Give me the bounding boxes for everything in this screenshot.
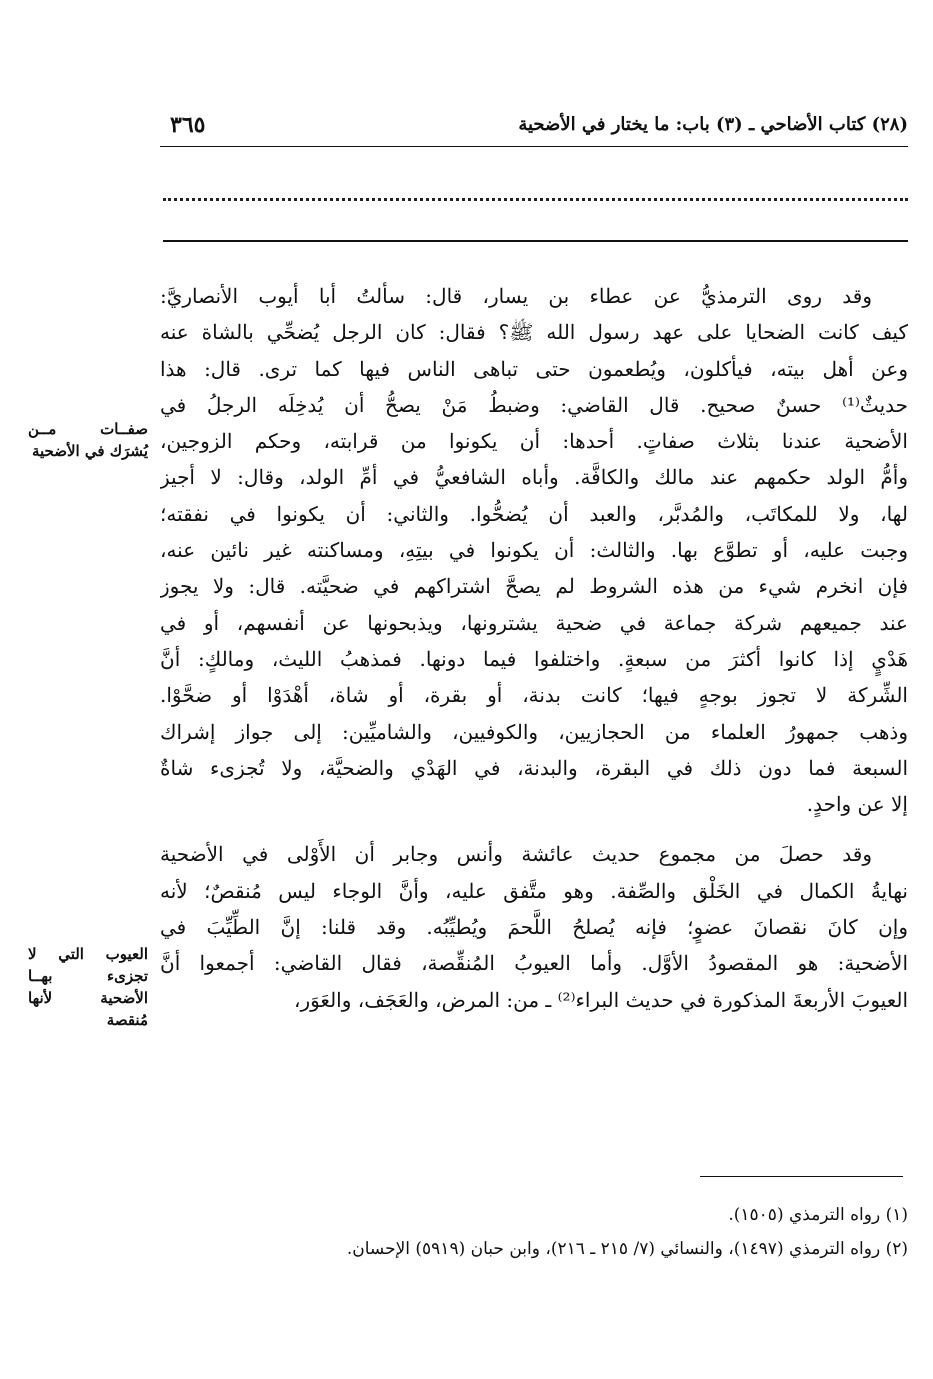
text-line: وعن أهل بيته، فيأكلون، ويُطعمون حتى تباهى الناس فيها كما ترى. قال: هذا: [160, 356, 908, 381]
text-line: وقد روى الترمذيُّ عن عطاء بن يسار، قال: سألتُ أبا أيوب الأنصاريَّ:: [160, 284, 872, 308]
commentary-body: [160, 278, 908, 1018]
margin-note-disqualifying-defects: العيوب التي لا تجزىء بهــا الأضحية لأنها مُنقصة: [28, 945, 148, 1029]
footnote-1: (١) رواه الترمذي (١٥٠٥).: [728, 1205, 908, 1225]
running-header: [160, 112, 908, 142]
text-line: وإن كانَ نقصانَ عضوٍ؛ فإنه يُصلحُ اللَّحمَ ويُطيِّبُه. وقد قلنا: إنَّ الطِّيِّبَ في: [160, 915, 908, 940]
page-number: ٣٦٥: [170, 112, 206, 138]
text-line: هَدْيٍ إذا كانوا أكثرَ من سبعةٍ. واختلفوا فيما دونها. فمذهبُ الليث، ومالكٍ: أنَّ: [160, 646, 908, 671]
text-line: حديثٌ⁽¹⁾ حسنٌ صحيح. قال القاضي: وضبطُ مَنْ يصحُّ أن يُدخِلَه الرجلُ في: [160, 392, 908, 417]
text-line: الأضحية: هو المقصودُ الأوَّل. وأما العيوبُ المُنقِّصة، فقال القاضي: أجمعوا أنَّ: [160, 951, 908, 976]
running-header-title: (٢٨) كتاب الأضاحي ـ (٣) باب: ما يختار في الأضحية: [518, 114, 908, 135]
text-line: وقد حصلَ من مجموع حديث عائشة وأنس وجابر أن الأَوْلى في الأضحية: [160, 842, 872, 867]
paragraph: [160, 836, 908, 1017]
commentary-separator-rule: [163, 240, 908, 242]
text-line: العيوبَ الأربعةَ المذكورة في حديث البراء⁽²⁾ ـ من: المرض، والعَجَف، والعَوَر،: [293, 987, 908, 1012]
omitted-text-dotted-line: [163, 198, 908, 203]
text-line: لها، ولا للمكاتَب، والمُدبَّر، والعبد أن يُضحُّوا. والثاني: أن يكونوا في نفقته؛: [160, 501, 908, 526]
footnote-rule: [700, 1176, 903, 1177]
text-line: الأضحية عندنا بثلاث صفاتٍ. أحدها: أن يكونوا من قرابته، وحكم الزوجين،: [160, 429, 908, 454]
text-line: كيف كانت الضحايا على عهد رسول الله ﷺ؟ فقال: كان الرجل يُضحِّي بالشاة عنه: [160, 320, 908, 345]
text-line: السبعة فما دون ذلك في البقرة، والبدنة، في الهَدْي والضحيَّة، ولا تُجزىء شاةٌ: [160, 755, 908, 780]
text-line: عند جميعهم شركة جماعة في ضحية يشترونها، ويذبحونها عن أنفسهم، أو في: [160, 610, 908, 635]
paragraph-gap: [160, 822, 908, 836]
footnotes: [158, 1198, 908, 1266]
footnote-2: (٢) رواه الترمذي (١٤٩٧)، والنسائي (٧/ ٢١٥ ـ ٢١٦)، وابن حبان (٥٩١٩) الإحسان.: [346, 1239, 908, 1259]
text-line: وجبت عليه، أو تطوَّع بها. والثالث: أن يكونوا في بيتِهِ، ومساكنته غير نائين عنه،: [160, 538, 908, 563]
text-line: فإن انخرم شيء من هذه الشروط لم يصحَّ اشتراكهم في ضحيَّته. قال: ولا يجوز: [160, 574, 908, 599]
text-line: وأمُّ الولد حكمهم عند مالك والكافَّة. وأباه الشافعيُّ في أمِّ الولد، وقال: لا أجيز: [160, 465, 908, 490]
header-rule: [160, 146, 908, 147]
text-line: الشِّركة لا تجوز بوجهٍ فيها؛ كانت بدنة، أو بقرة، أو شاة، أهْدَوْا أو ضحَّوْا.: [160, 683, 908, 708]
text-line: نهايةُ الكمال في الخَلْق والصِّفة. وهو متَّفق عليه، وأنَّ الوجاء ليس مُنقصٌ؛ لأنه: [160, 878, 908, 903]
text-line: إلا عن واحدٍ.: [806, 792, 908, 817]
paragraph: [160, 278, 908, 822]
margin-note-sacrifice-participants: صفــات مــن يُشرَك في الأضحية: [28, 420, 148, 460]
text-line: وذهب جمهورُ العلماء من الحجازيين، والكوفيين، والشاميِّين: إلى جواز إشراك: [160, 719, 908, 744]
